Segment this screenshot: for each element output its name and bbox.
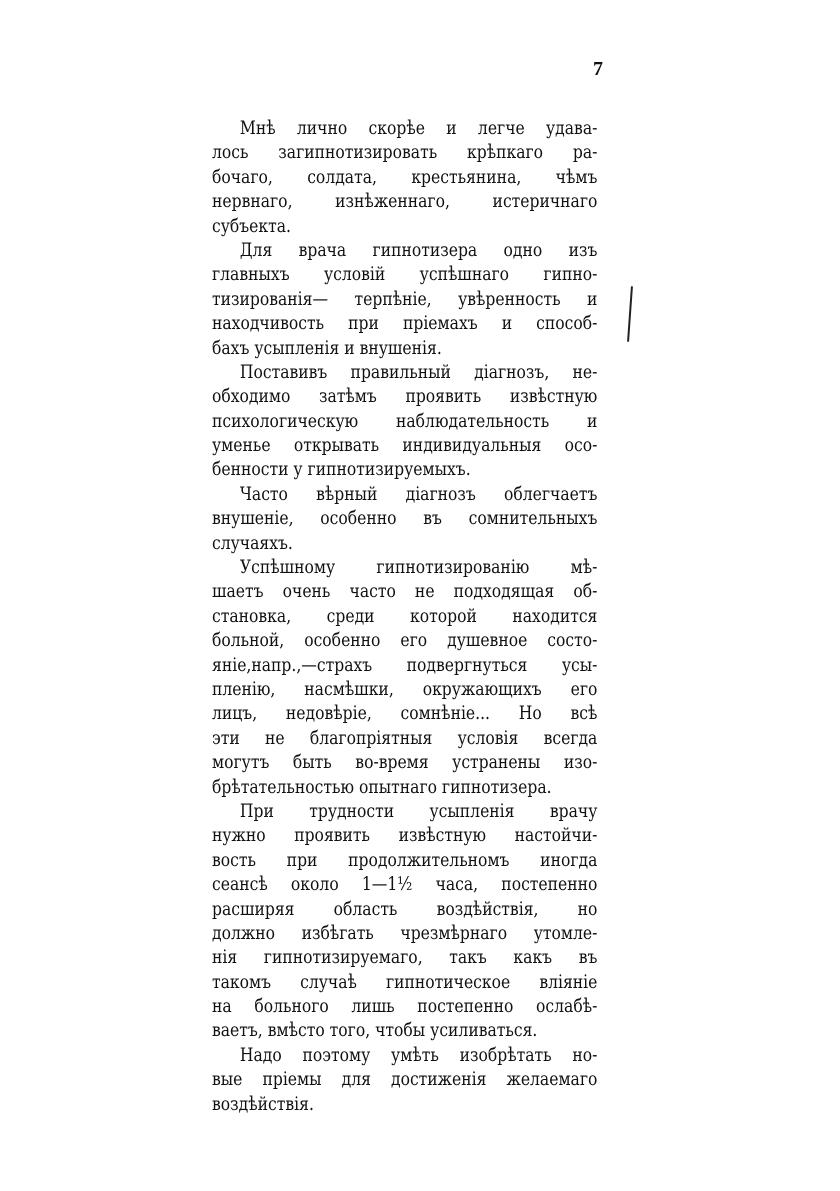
text-line: обходимо затѣмъ проявить извѣстную: [212, 385, 598, 408]
margin-pencil-mark: [627, 286, 633, 342]
text-line: Успѣшному гипнотизированію мѣ-: [239, 556, 598, 579]
text-line: такомъ случаѣ гипнотическое вліяніе: [212, 970, 598, 993]
text-line: бочаго, солдата, крестьянина, чѣмъ: [212, 165, 598, 188]
text-line: воздѣйствія.: [212, 1092, 314, 1115]
text-line: тизированія— терпѣніе, увѣренность и: [212, 287, 598, 310]
paragraph: [212, 555, 598, 799]
text-column: [212, 116, 598, 1116]
paragraph: [212, 116, 598, 238]
text-line: должно избѣгать чрезмѣрнаго утомле-: [212, 921, 598, 944]
text-line: Надо поэтому умѣть изобрѣтать но-: [239, 1043, 598, 1066]
text-line: бахъ усыпленія и внушенія.: [212, 336, 442, 359]
paragraph: [212, 1043, 598, 1116]
text-line: нія гипнотизируемаго, такъ какъ въ: [212, 946, 598, 969]
text-line: лось загипнотизировать крѣпкаго ра-: [212, 141, 598, 164]
paragraph: [212, 482, 598, 555]
text-line: брѣтательностью опытнаго гипнотизера.: [212, 775, 552, 798]
paragraph: [212, 360, 598, 482]
text-line: находчивость при пріемахъ и способ-: [212, 312, 598, 335]
text-line: эти не благопріятныя условія всегда: [212, 726, 598, 749]
text-line: сеансѣ около 1—1½ часа, постепенно: [212, 873, 598, 896]
text-line: шаетъ очень часто не подходящая об-: [212, 580, 598, 603]
page-number: 7: [593, 58, 603, 80]
text-line: расширяя область воздѣйствія, но: [212, 897, 598, 920]
text-line: нервнаго, изнѣженнаго, истеричнаго: [212, 190, 598, 213]
text-line: могутъ быть во-время устранены изо-: [212, 751, 598, 774]
paragraph: [212, 799, 598, 1043]
text-line: на больного лишь постепенно ослабѣ-: [212, 995, 598, 1018]
text-line: психологическую наблюдательность и: [212, 409, 598, 432]
text-line: субъекта.: [212, 214, 292, 237]
text-line: пленію, насмѣшки, окружающихъ его: [212, 677, 598, 700]
text-line: При трудности усыпленія врачу: [239, 799, 598, 822]
text-line: уменье открывать индивидуальныя осо-: [212, 434, 598, 457]
text-line: нужно проявить извѣстную настойчи-: [212, 824, 598, 847]
text-line: Мнѣ лично скорѣе и легче удава-: [239, 117, 598, 139]
text-line: вые пріемы для достиженія желаемаго: [212, 1068, 598, 1091]
text-line: яніе,напр.,—страхъ подвергнуться усы-: [212, 653, 598, 676]
text-line: случаяхъ.: [212, 531, 293, 554]
text-line: внушеніе, особенно въ сомнительныхъ: [212, 507, 598, 530]
text-line: Для врача гипнотизера одно изъ: [239, 238, 598, 261]
paragraph: [212, 238, 598, 360]
text-line: ваетъ, вмѣсто того, чтобы усиливаться.: [212, 1019, 538, 1042]
text-line: главныхъ условій успѣшнаго гипно-: [212, 263, 598, 286]
text-line: лицъ, недовѣріе, сомнѣніе... Но всѣ: [212, 702, 598, 725]
text-line: больной, особенно его душевное состо-: [212, 629, 598, 652]
text-line: бенности у гипнотизируемыхъ.: [212, 458, 471, 481]
text-line: становка, среди которой находится: [212, 604, 598, 627]
text-line: Часто вѣрный діагнозъ облегчаетъ: [239, 482, 598, 505]
text-line: вость при продолжительномъ иногда: [212, 848, 598, 871]
text-line: Поставивъ правильный діагнозъ, не-: [239, 360, 598, 383]
